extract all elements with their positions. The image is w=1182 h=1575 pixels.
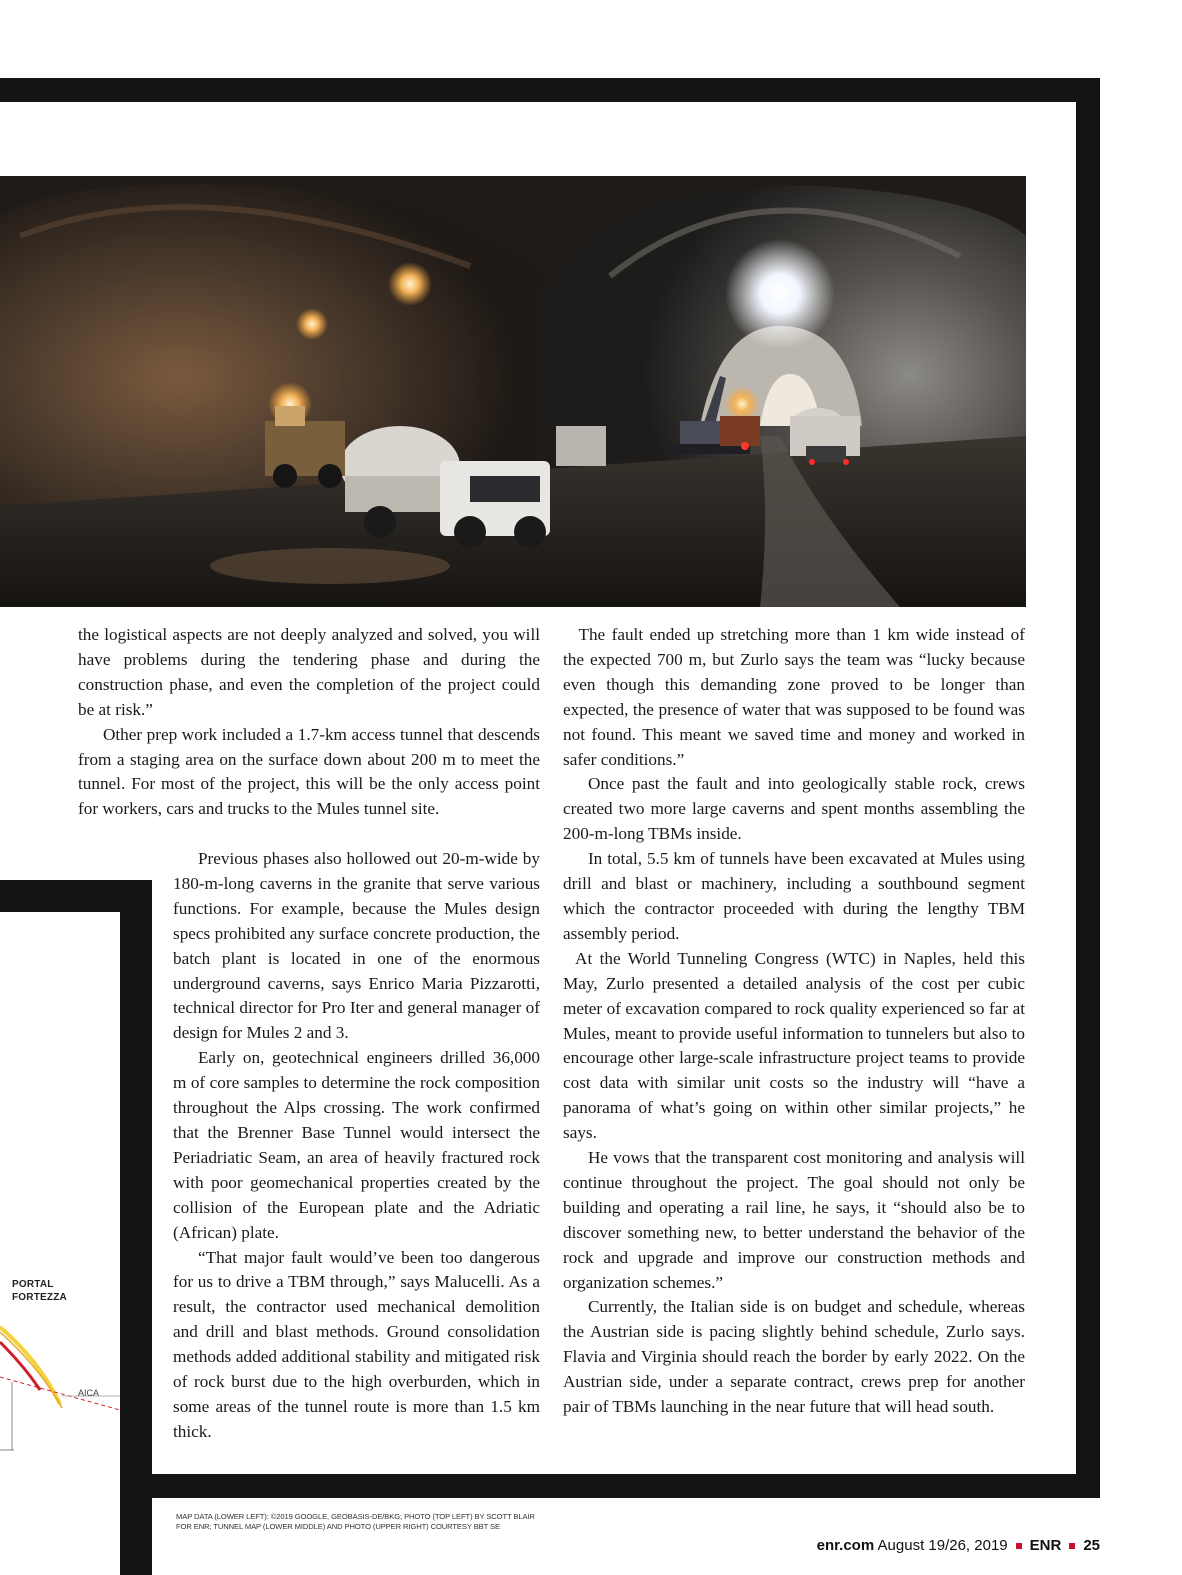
paragraph: At the World Tunneling Congress (WTC) in Naples, held this May, Zurlo presented a detailed analysis of the cost per cubic meter of excavation compared to rock quality experienced so far at Mules, meant to provide useful information to tunnelers but also to encourage other large-scale infrastructure project teams to provide cost data with similar unit costs so the industry will “have a panorama of what’s going on within other similar projects,” he says. <box>563 948 1025 1143</box>
frame-bottom-left-bar <box>120 1474 152 1575</box>
photo-credits <box>176 1512 556 1532</box>
credits-line: MAP DATA (LOWER LEFT): ©2019 GOOGLE, GEOBASIS-DE/BKG; PHOTO (TOP LEFT) BY SCOTT BLAIR <box>176 1512 535 1521</box>
frame-left-bar <box>120 880 152 1575</box>
folio-date: August 19/26, 2019 <box>877 1537 1008 1554</box>
frame-top-bar <box>0 78 1100 102</box>
tunnel-map-fragment <box>0 912 120 1474</box>
paragraph: In total, 5.5 km of tunnels have been excavated at Mules using drill and blast or machinery, including a southbound segment which the contractor proceeded with during the lengthy TBM assembly period. <box>563 849 1025 943</box>
tunnel-cavern-photo <box>0 176 1026 607</box>
paragraph: Previous phases also hollowed out 20-m-wide by 180-m-long caverns in the granite that serve various functions. For example, because the Mules design specs prohibited any surface concrete production, the batch plant is located in one of the enormous underground caverns, says Enrico Maria Pizzarotti, technical director for Pro Iter and general manager of design for Mules 2 and 3. <box>173 849 540 1043</box>
page-folio <box>817 1537 1100 1554</box>
red-square-icon <box>1069 1543 1075 1549</box>
paragraph: Early on, geotechnical engineers drilled 36,000 m of core samples to determine the rock composition throughout the Alps crossing. The work confirmed that the Brenner Base Tunnel would intersect the Periadriatic Seam, an area of heavily fractured rock with poor geomechanical properties created by the collision of the European plate and the Adriatic (African) plate. <box>173 1048 540 1242</box>
article-column-1 <box>78 623 540 822</box>
paragraph: “That major fault would’ve been too dangerous for us to drive a TBM through,” says Malucelli. As a result, the contractor used mechanical demolition and drill and blast methods. Ground consolidation methods added additional stability and mitigated risk of rock burst due to the high overburden, which in some areas of the tunnel route is more than 1.5 km thick. <box>173 1247 540 1441</box>
article-column-2 <box>173 847 540 1445</box>
frame-bottom-bar <box>152 1474 1100 1498</box>
map-label-fortezza: FORTEZZA <box>12 1292 67 1303</box>
page-number: 25 <box>1083 1537 1100 1554</box>
paragraph: Other prep work included a 1.7-km access tunnel that descends from a staging area on the surface down about 200 m to meet the tunnel. For most of the project, this will be the only access point for workers, cars and trucks to the Mules tunnel site. <box>78 724 540 819</box>
paragraph: the logistical aspects are not deeply analyzed and solved, you will have problems during the tendering phase and during the construction phase, and even the completion of the project could be at risk.” <box>78 625 540 719</box>
map-label-portal: PORTAL <box>12 1279 54 1290</box>
credits-line: FOR ENR; TUNNEL MAP (LOWER MIDDLE) AND PHOTO (UPPER RIGHT) COURTESY BBT SE <box>176 1522 500 1531</box>
paragraph: Currently, the Italian side is on budget and schedule, whereas the Austrian side is pacing slightly behind schedule, Zurlo says. Flavia and Virginia should reach the border by early 2022. On the Austrian side, under a separate contract, crews prep for another pair of TBMs launching in the near future that will head south. <box>563 1297 1025 1417</box>
paragraph: Once past the fault and into geologically stable rock, crews created two more large caverns and spent months assembling the 200-m-long TBMs inside. <box>563 774 1025 844</box>
paragraph: The fault ended up stretching more than 1 km wide instead of the expected 700 m, but Zurlo says the team was “lucky because even though this demanding zone proved to be longer than expected, the presence of water that was supposed to be found was not found. This meant we saved time and money and worked in safer conditions.” <box>563 625 1025 769</box>
map-label-aica: AICA <box>78 1388 100 1398</box>
map-route-graphic <box>0 912 120 1474</box>
article-column-3 <box>563 623 1025 1420</box>
red-square-icon <box>1016 1543 1022 1549</box>
frame-right-bar <box>1076 78 1100 1498</box>
paragraph: He vows that the transparent cost monitoring and analysis will continue throughout the project. The goal should not only be building and operating a rail line, he says, it “should also be to discover something new, to better understand the behavior of the rock and upgrade and improve our construction methods and organization schemes.” <box>563 1148 1025 1292</box>
folio-brand: ENR <box>1029 1537 1062 1554</box>
folio-site: enr.com <box>816 1537 875 1554</box>
